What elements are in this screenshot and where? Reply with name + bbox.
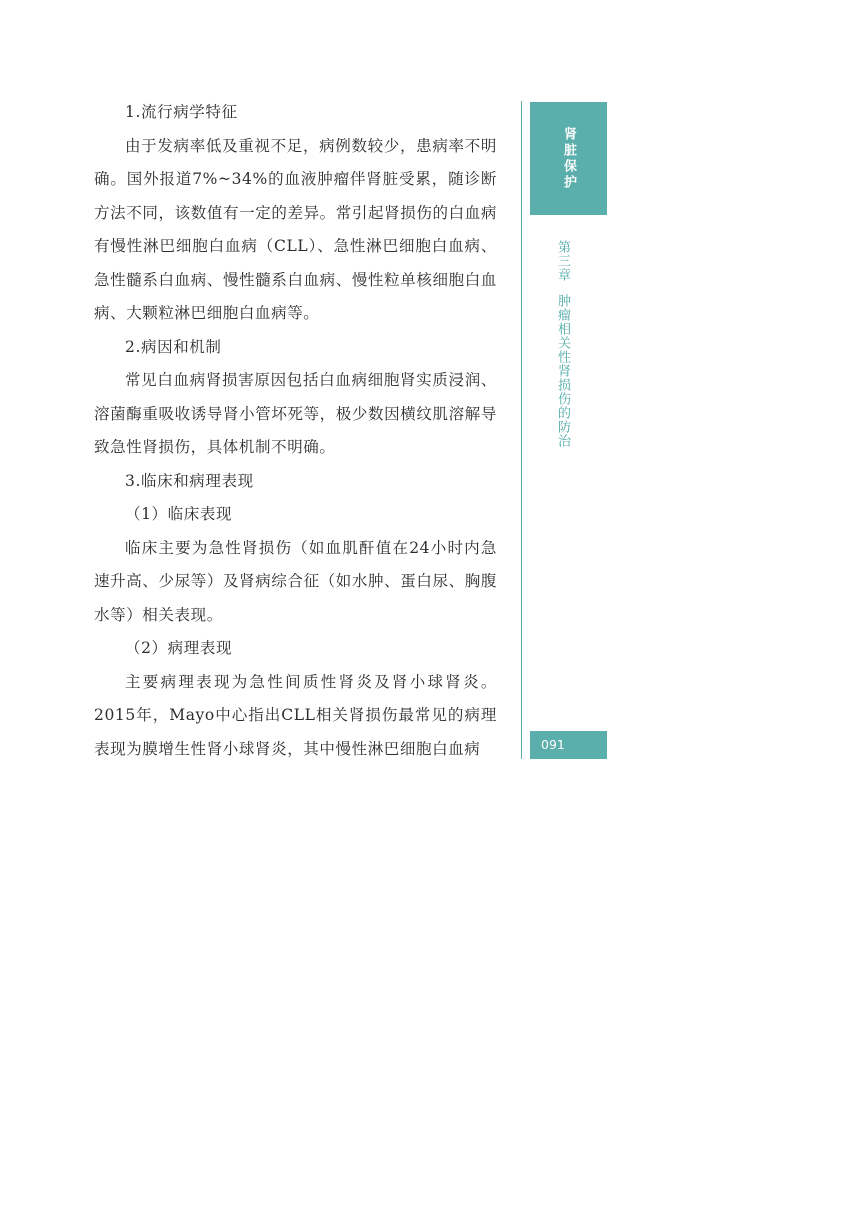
subsection-heading: （1）临床表现 (125, 505, 233, 523)
chapter-title: 肿瘤相关性肾损伤的防治 (555, 294, 570, 448)
margin-divider (521, 101, 522, 759)
body-paragraph: 主要病理表现为急性间质性肾炎及肾小球肾炎。2015年，Mayo中心指出CLL相关肾损伤最常见的病理表现为膜增生性肾小球肾炎，其中慢性淋巴细胞白血病 (94, 672, 497, 758)
section-heading: 1.流行病学特征 (125, 103, 238, 121)
body-paragraph: 常见白血病肾损害原因包括白血病细胞肾实质浸润、溶菌酶重吸收诱导肾小管坏死等，极少数因横纹肌溶解导致急性肾损伤，具体机制不明确。 (94, 371, 497, 456)
body-paragraph: 临床主要为急性肾损伤（如血肌酐值在24小时内急速升高、少尿等）及肾病综合征（如水肿、蛋白尿、胸腹水等）相关表现。 (94, 538, 497, 624)
chapter-number: 第三章 (555, 240, 570, 282)
body-paragraph: 由于发病率低及重视不足，病例数较少，患病率不明确。国外报道7%~34%的血液肿瘤伴肾脏受累，随诊断方法不同，该数值有一定的差异。常引起肾损伤的白血病有慢性淋巴细胞白血病（CLL）、急性淋巴细胞白血病、急性髓系白血病、慢性髓系白血病、慢性粒单核细胞白血病、大颗粒淋巴细胞白血病等。 (94, 136, 497, 322)
chapter-label (554, 240, 570, 448)
section-tab (530, 102, 607, 215)
section-heading: 2.病因和机制 (125, 337, 222, 356)
main-text (94, 96, 497, 766)
section-heading: 3.临床和病理表现 (125, 471, 254, 490)
section-tab-title: 肾脏保护 (561, 126, 576, 191)
subsection-heading: （2）病理表现 (125, 639, 233, 657)
page-number: 091 (530, 731, 607, 759)
